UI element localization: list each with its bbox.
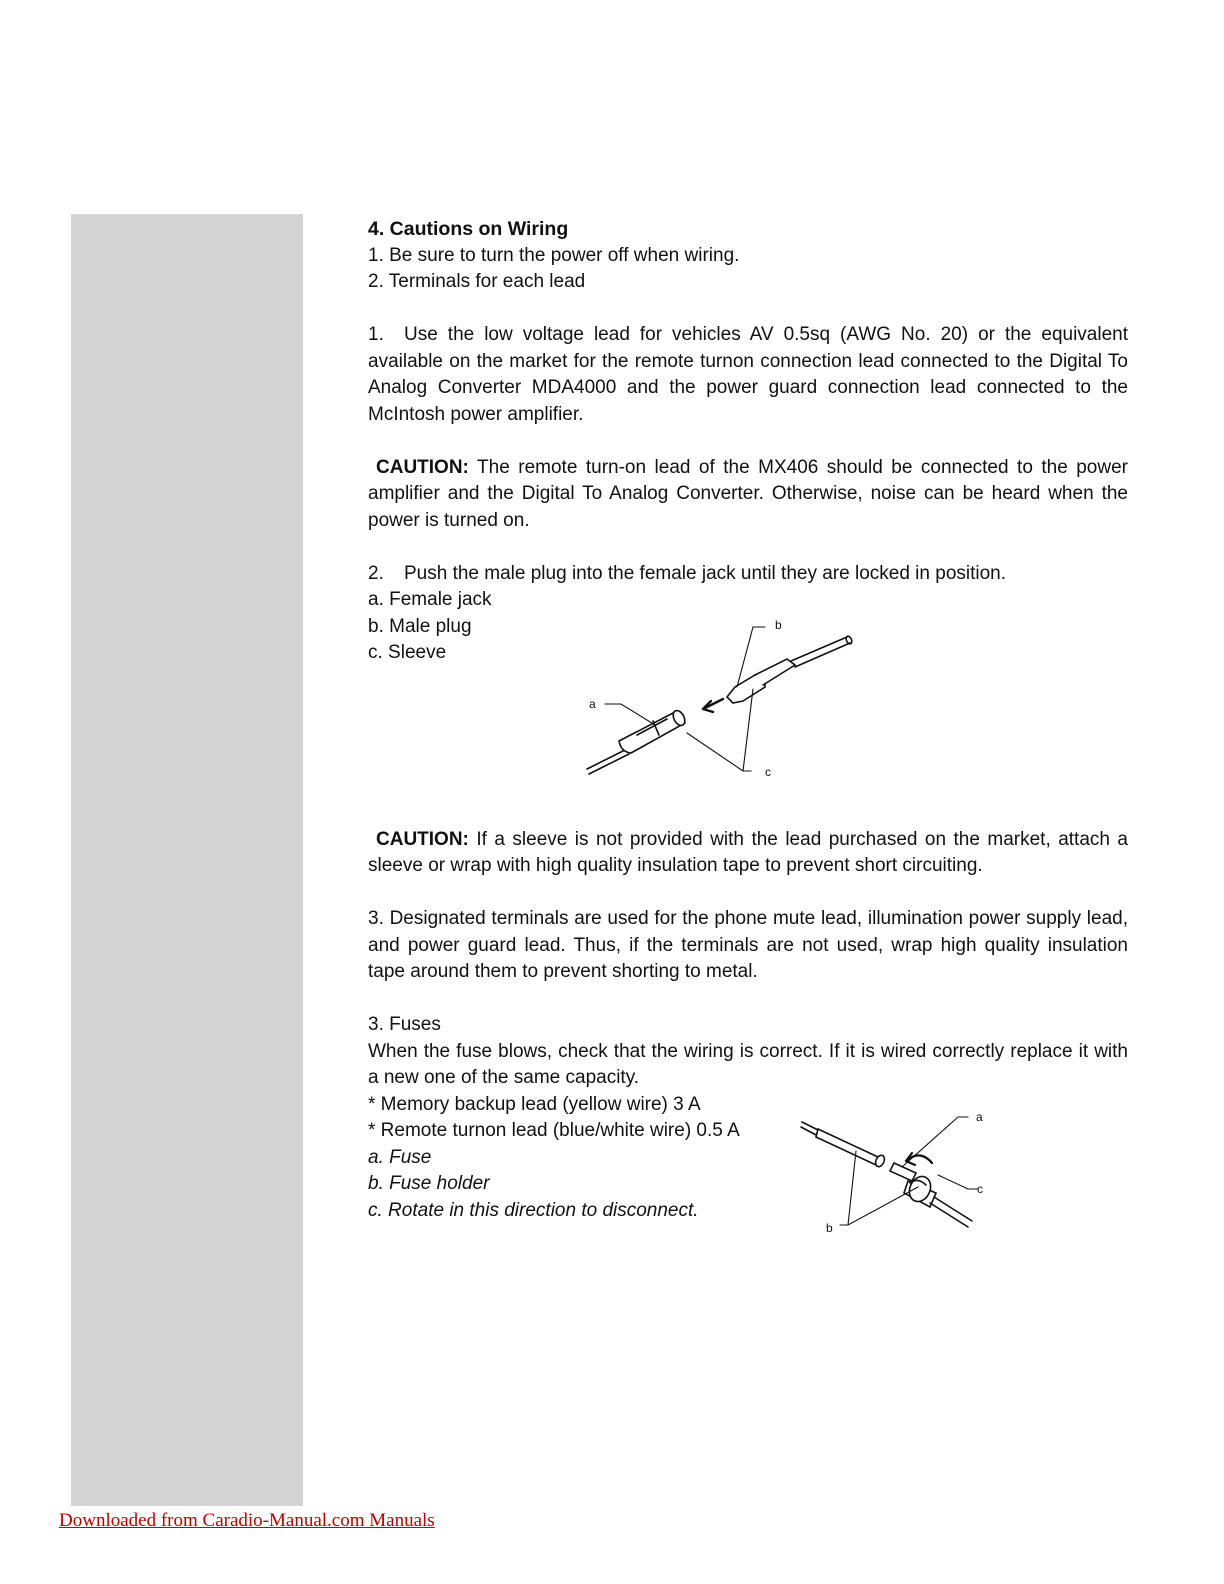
- caution-2-label: CAUTION:: [376, 828, 469, 850]
- fuse-spec-memory: * Memory backup lead (yellow wire) 3 A: [368, 1093, 701, 1115]
- note-2: [368, 561, 1128, 588]
- step-2: 2. Terminals for each lead: [368, 271, 586, 292]
- caution-1-text: The remote turn-on lead of the MX406 should be connected to the power amplifier and the Digital To Analog Converter. Otherwise, noise can be heard when the power is turned on.: [368, 456, 1128, 531]
- plug-jack-diagram: [575, 615, 865, 785]
- fuses-text: When the fuse blows, check that the wiring is correct. If it is wired correctly replace it with a new one of the same capacity.: [368, 1040, 1128, 1088]
- note-2-item-a: a. Female jack: [368, 589, 492, 610]
- caution-1: [368, 455, 1128, 535]
- note-2-number: 2.: [368, 562, 384, 584]
- note-2-item-c: c. Sleeve: [368, 642, 447, 663]
- note-1: [368, 322, 1128, 428]
- fuse-holder-diagram: [798, 1105, 998, 1235]
- caution-2-text: If a sleeve is not provided with the lead purchased on the market, attach a sleeve or wrap with high quality insulation tape to prevent short circuiting.: [368, 828, 1128, 876]
- note-1-text: Use the low voltage lead for vehicles AV 0.5sq (AWG No. 20) or the equivalent available on the market for the remote turnon connection lead connected to the Digital To Analog Converter MDA4000 and the power guard connection lead connected to the McIntosh power amplifier.: [368, 324, 1128, 425]
- fig1-label-a: a: [589, 697, 596, 711]
- fig1-label-b: b: [775, 618, 782, 632]
- fuse-spec-remote: * Remote turnon lead (blue/white wire) 0.5 A: [368, 1120, 740, 1141]
- left-margin-panel: [71, 214, 303, 1506]
- fig2-label-c: c: [977, 1182, 983, 1196]
- caution-2: [368, 827, 1128, 880]
- note-2-text: Push the male plug into the female jack until they are locked in position.: [404, 562, 1007, 584]
- fuses-heading: 3. Fuses: [368, 1014, 441, 1035]
- fuses-item-a: a. Fuse: [368, 1146, 432, 1168]
- note-3: 3. Designated terminals are used for the phone mute lead, illumination power supply lead, and power guard lead. Thus, if the terminals are not used, wrap high quality insulation tape around them to prevent shorting to metal.: [368, 908, 1128, 982]
- fuses-item-b: b. Fuse holder: [368, 1173, 490, 1194]
- fig2-label-a: a: [976, 1110, 983, 1124]
- note-1-number: 1.: [368, 324, 384, 345]
- section-heading: 4. Cautions on Wiring: [368, 218, 569, 240]
- fig2-label-b: b: [826, 1221, 833, 1235]
- note-2-item-b: b. Male plug: [368, 615, 472, 637]
- fig1-label-c: c: [765, 765, 771, 779]
- caution-1-label: CAUTION:: [376, 456, 469, 478]
- source-footer-link[interactable]: Downloaded from Caradio-Manual.com Manuals: [59, 1510, 435, 1531]
- fuses-item-c: c. Rotate in this direction to disconnect.: [368, 1199, 699, 1221]
- step-1: 1. Be sure to turn the power off when wiring.: [368, 244, 740, 266]
